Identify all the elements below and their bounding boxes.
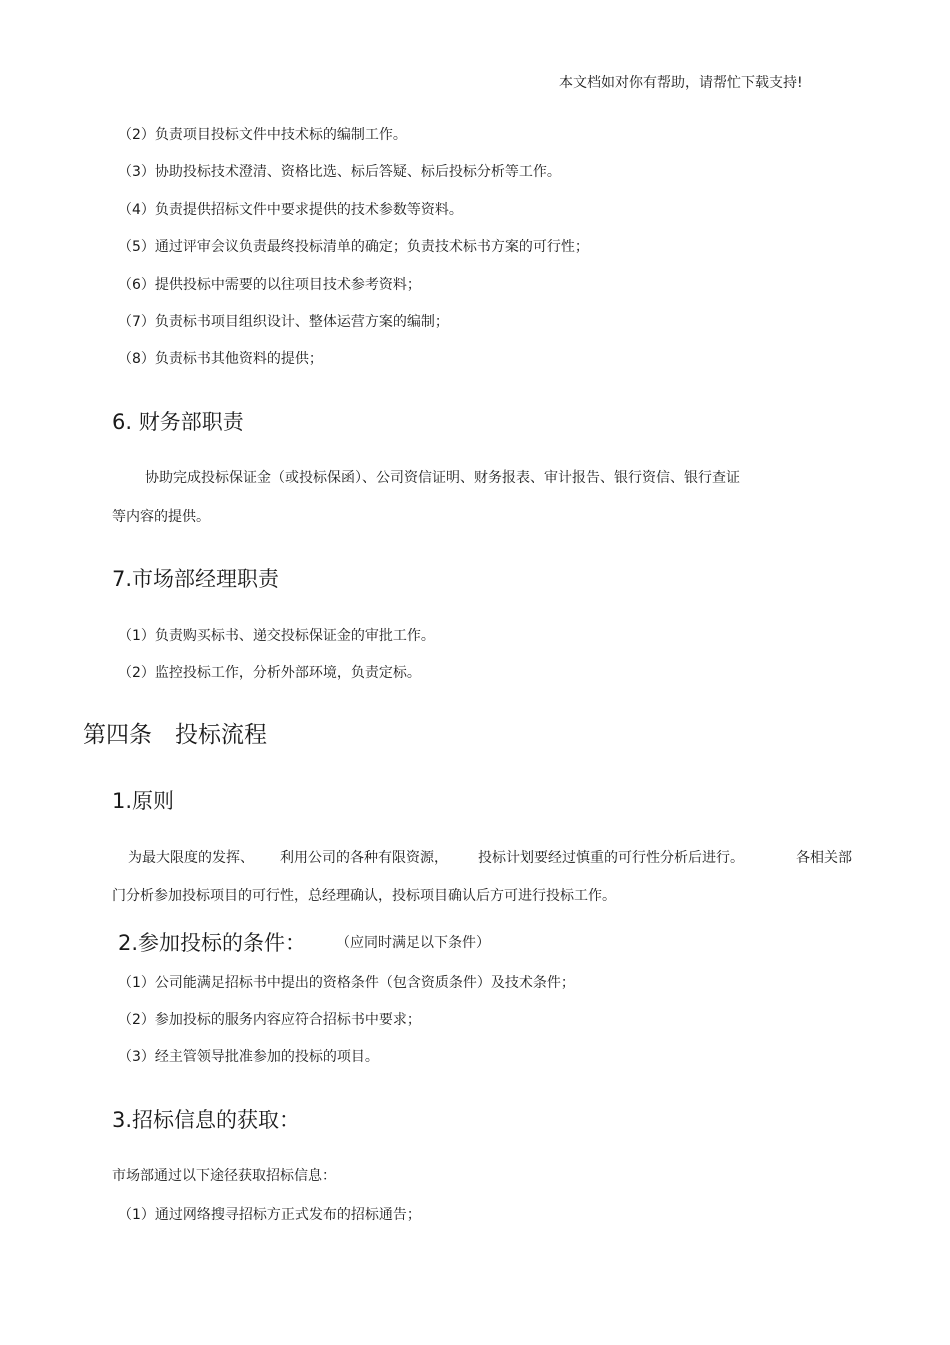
paragraph-fragment: 为最大限度的发挥、: [128, 850, 254, 866]
list-item: （6）提供投标中需要的以往项目技术参考资料；: [118, 277, 421, 293]
list-item: （3）经主管领导批准参加的投标的项目。: [118, 1049, 379, 1065]
list-item: （1）负责购买标书、递交投标保证金的审批工作。: [118, 628, 435, 644]
list-item: （1）通过网络搜寻招标方正式发布的招标通告；: [118, 1207, 421, 1223]
list-item: （7）负责标书项目组织设计、整体运营方案的编制；: [118, 314, 449, 330]
list-item: （5）通过评审会议负责最终投标清单的确定；负责技术标书方案的可行性；: [118, 239, 589, 255]
paragraph-line: 等内容的提供。: [112, 509, 210, 525]
paragraph-fragment: 利用公司的各种有限资源，: [280, 850, 448, 866]
subsection-heading-conditions: 2.参加投标的条件：: [118, 931, 307, 955]
section-heading-finance: 6. 财务部职责: [112, 410, 244, 434]
conditions-note: （应同时满足以下条件）: [336, 935, 490, 951]
paragraph-line: 门分析参加投标项目的可行性，总经理确认，投标项目确认后方可进行投标工作。: [112, 888, 616, 904]
paragraph-line: 协助完成投标保证金（或投标保函）、公司资信证明、财务报表、审计报告、银行资信、银行查证: [145, 470, 740, 486]
paragraph-fragment: 各相关部: [796, 850, 852, 866]
list-item: （2）负责项目投标文件中技术标的编制工作。: [118, 127, 407, 143]
paragraph-fragment: 投标计划要经过慎重的可行性分析后进行。: [478, 850, 744, 866]
subsection-heading-principle: 1.原则: [112, 789, 175, 813]
list-item: （2）参加投标的服务内容应符合招标书中要求；: [118, 1012, 421, 1028]
list-item: （1）公司能满足招标书中提出的资格条件（包含资质条件）及技术条件；: [118, 975, 575, 991]
subsection-heading-info: 3.招标信息的获取：: [112, 1108, 301, 1132]
paragraph-line: 市场部通过以下途径获取招标信息：: [112, 1168, 336, 1184]
section-heading-market-manager: 7.市场部经理职责: [112, 567, 280, 591]
list-item: （4）负责提供招标文件中要求提供的技术参数等资料。: [118, 202, 463, 218]
list-item: （8）负责标书其他资料的提供；: [118, 351, 323, 367]
list-item: （3）协助投标技术澄清、资格比选、标后答疑、标后投标分析等工作。: [118, 164, 561, 180]
list-item: （2）监控投标工作，分析外部环境，负责定标。: [118, 665, 421, 681]
header-note: 本文档如对你有帮助，请帮忙下载支持!: [559, 75, 803, 91]
article-heading: 第四条 投标流程: [83, 722, 267, 748]
